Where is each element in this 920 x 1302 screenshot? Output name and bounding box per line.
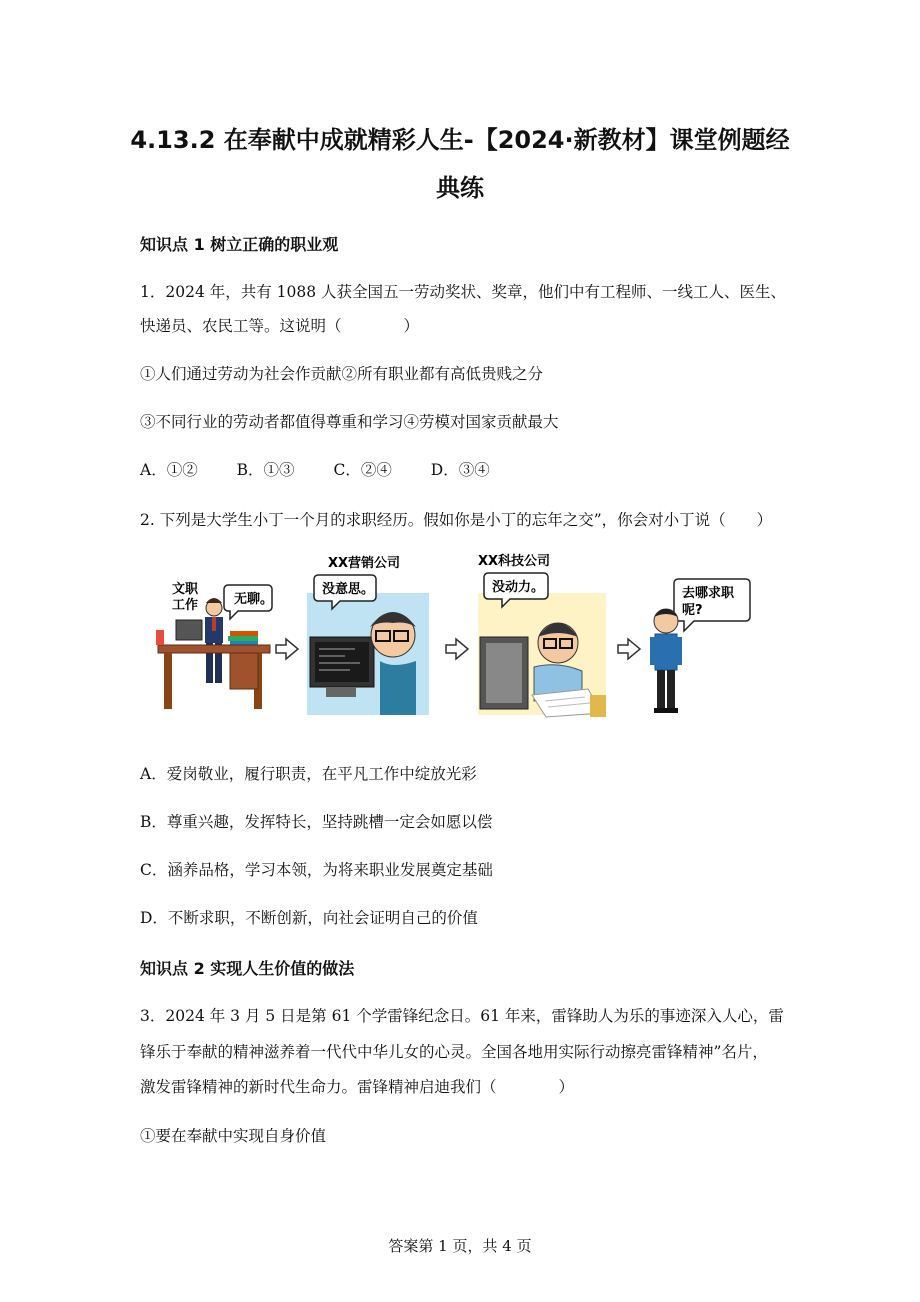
comic-panel-tech [478,553,606,717]
question-1-statements-1-2: ①人们通过劳动为社会作贡献②所有职业都有高低贵贱之分 [140,365,544,383]
document-title-line-2: 典练 [436,174,484,202]
question-2-option-c[interactable]: C．涵养品格，学习本领，为将来职业发展奠定基础 [140,861,493,879]
panel1-label-line2: 工作 [172,598,199,613]
job-search-comic [150,545,770,720]
panel1-bubble: 无聊。 [234,592,274,607]
question-2-option-d[interactable]: D．不断求职，不断创新，向社会证明自己的价值 [140,909,478,927]
comic-arrow-1 [276,639,298,659]
question-1-option-d[interactable]: D．③④ [430,461,490,479]
panel2-bubble: 没意思。 [322,582,375,597]
panel1-label-line1: 文职 [172,582,199,597]
question-1-options [140,458,524,480]
question-1-statements-3-4: ③不同行业的劳动者都值得尊重和学习④劳模对国家贡献最大 [140,413,559,431]
panel3-bubble: 没动力。 [492,580,545,595]
question-1-option-c[interactable]: C．②④ [333,461,392,479]
question-2-option-b[interactable]: B．尊重兴趣，发挥特长，坚持跳槽一定会如愿以偿 [140,813,493,831]
question-3-line-3: 激发雷锋精神的新时代生命力。雷锋精神启迪我们（ ） [140,1078,575,1096]
question-1-option-b[interactable]: B．①③ [236,461,295,479]
knowledge-point-2-heading: 知识点 2 实现人生价值的做法 [140,959,355,978]
question-3-statement-1: ①要在奉献中实现自身价值 [140,1127,327,1145]
question-2-stem: 2. 下列是大学生小丁一个月的求职经历。假如你是小丁的忘年之交”，你会对小丁说（ ） [140,511,773,529]
question-3-line-1: 3．2024 年 3 月 5 日是第 61 个学雷锋纪念日。61 年来，雷锋助人为乐的事迹深入人心，雷 [140,1007,784,1025]
comic-arrow-2 [446,639,468,659]
panel3-label: XX科技公司 [478,554,551,569]
comic-panel-question [650,579,750,713]
document-title-line-1: 4.13.2 在奉献中成就精彩人生-【2024·新教材】课堂例题经 [130,126,790,154]
question-1-line-2: 快递员、农民工等。这说明（ ） [140,317,420,335]
panel4-bubble-line2: 呢? [682,603,703,618]
question-3-line-2: 锋乐于奉献的精神滋养着一代代中华儿女的心灵。全国各地用实际行动擦亮雷锋精神”名片， [140,1043,768,1061]
question-1-line-1: 1．2024 年，共有 1088 人获全国五一劳动奖状、奖章，他们中有工程师、一线工人、医生、 [140,283,787,301]
comic-panel-office [156,581,273,709]
comic-arrow-3 [618,639,640,659]
question-1-option-a[interactable]: A．①② [140,461,198,479]
comic-panel-marketing [307,555,429,715]
page-footer: 答案第 1 页，共 4 页 [388,1237,532,1255]
panel2-label: XX营销公司 [328,556,401,571]
panel4-bubble-line1: 去哪求职 [682,586,735,601]
question-2-option-a[interactable]: A．爱岗敬业，履行职责，在平凡工作中绽放光彩 [140,765,477,783]
knowledge-point-1-heading: 知识点 1 树立正确的职业观 [140,235,339,254]
